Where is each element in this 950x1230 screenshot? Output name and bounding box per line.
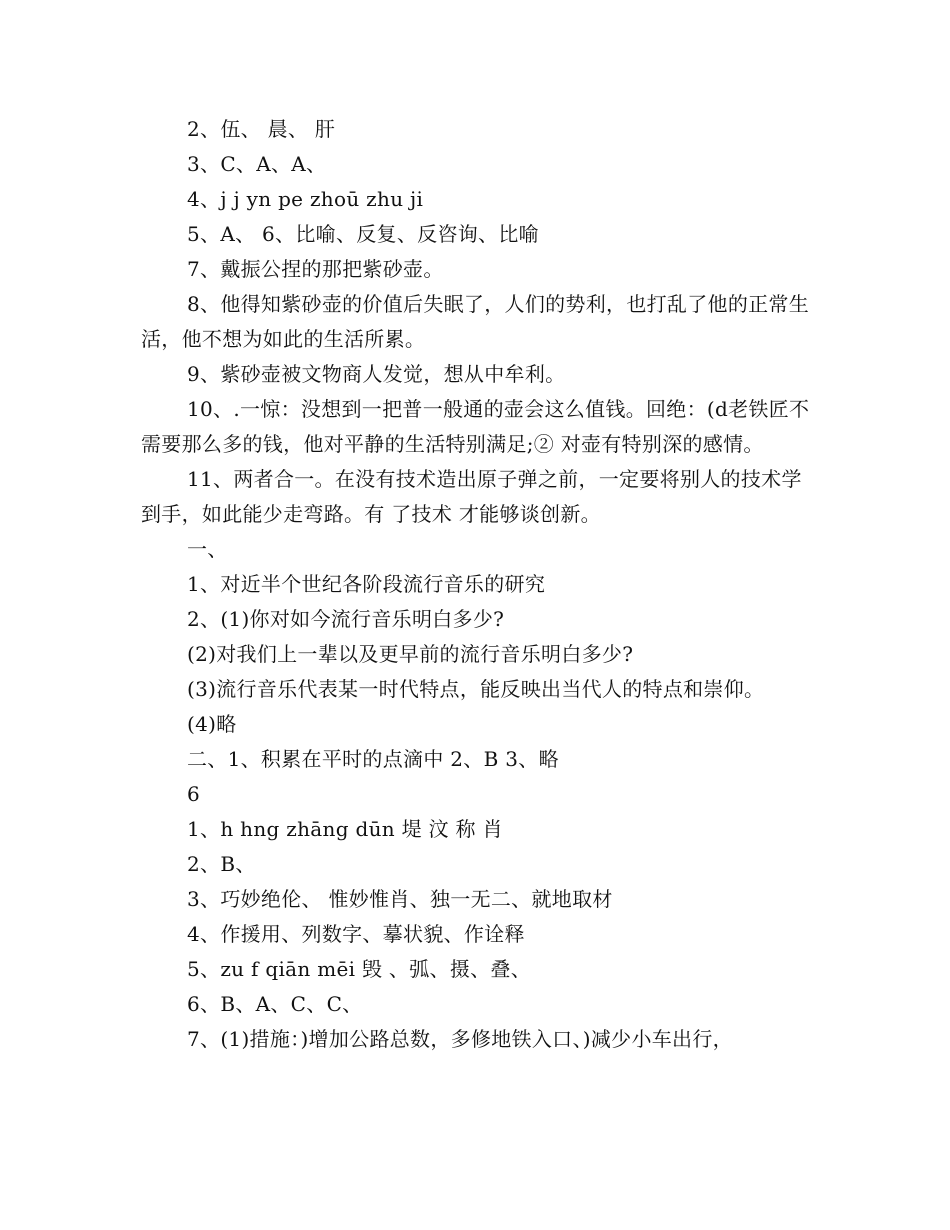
paragraph: 6、B、A、C、C、 <box>187 992 363 1016</box>
paragraph: 二、1、积累在平时的点滴中 2、B 3、略 <box>187 747 559 771</box>
paragraph: 2、(1)你对如今流行音乐明白多少? <box>187 607 505 631</box>
document-body <box>141 112 811 1057</box>
paragraph: 3、巧妙绝伦、 惟妙惟肖、独一无二、就地取材 <box>187 887 613 911</box>
paragraph: 7、戴振公捏的那把紫砂壶。 <box>187 257 444 281</box>
paragraph: 5、zu f qiān mēi 毁 、弧、摄、叠、 <box>187 957 532 981</box>
paragraph: 5、A、 6、比喻、反复、反咨询、比喻 <box>187 222 539 246</box>
paragraph: 2、伍、 晨、 肝 <box>187 117 336 141</box>
paragraph: 3、C、A、A、 <box>187 152 327 176</box>
paragraph: (3)流行音乐代表某一时代特点，能反映出当代人的特点和崇仰。 <box>187 677 765 701</box>
paragraph: (2)对我们上一辈以及更早前的流行音乐明白多少? <box>187 642 634 666</box>
paragraph: 2、B、 <box>187 852 256 876</box>
paragraph: 1、对近半个世纪各阶段流行音乐的研究 <box>187 572 546 596</box>
paragraph: 11、两者合一。在没有技术造出原子弹之前，一定要将别人的技术学到手，如此能少走弯路。有 了技术 才能够谈创新。 <box>141 467 802 526</box>
paragraph: 6 <box>187 782 201 806</box>
paragraph: 9、紫砂壶被文物商人发觉，想从中牟利。 <box>187 362 566 386</box>
paragraph: (4)略 <box>187 712 237 736</box>
paragraph: 1、h hng zhāng dūn 堤 汶 称 肖 <box>187 817 503 841</box>
paragraph: 7、(1)措施：)增加公路总数，多修地铁入口、)减少小车出行， <box>187 1027 733 1051</box>
paragraph: 10、.一惊：没想到一把普一般通的壶会这么值钱。回绝：(d老铁匠不需要那么多的钱，他对平静的生活特别满足;② 对壶有特别深的感情。 <box>141 397 810 456</box>
paragraph: 8、他得知紫砂壶的价值后失眠了，人们的势利，也打乱了他的正常生活，他不想为如此的生活所累。 <box>141 292 810 351</box>
paragraph: 一、 <box>187 537 228 561</box>
paragraph: 4、j j yn pe zhoū zhu ji <box>187 187 424 211</box>
paragraph: 4、作援用、列数字、摹状貌、作诠释 <box>187 922 525 946</box>
